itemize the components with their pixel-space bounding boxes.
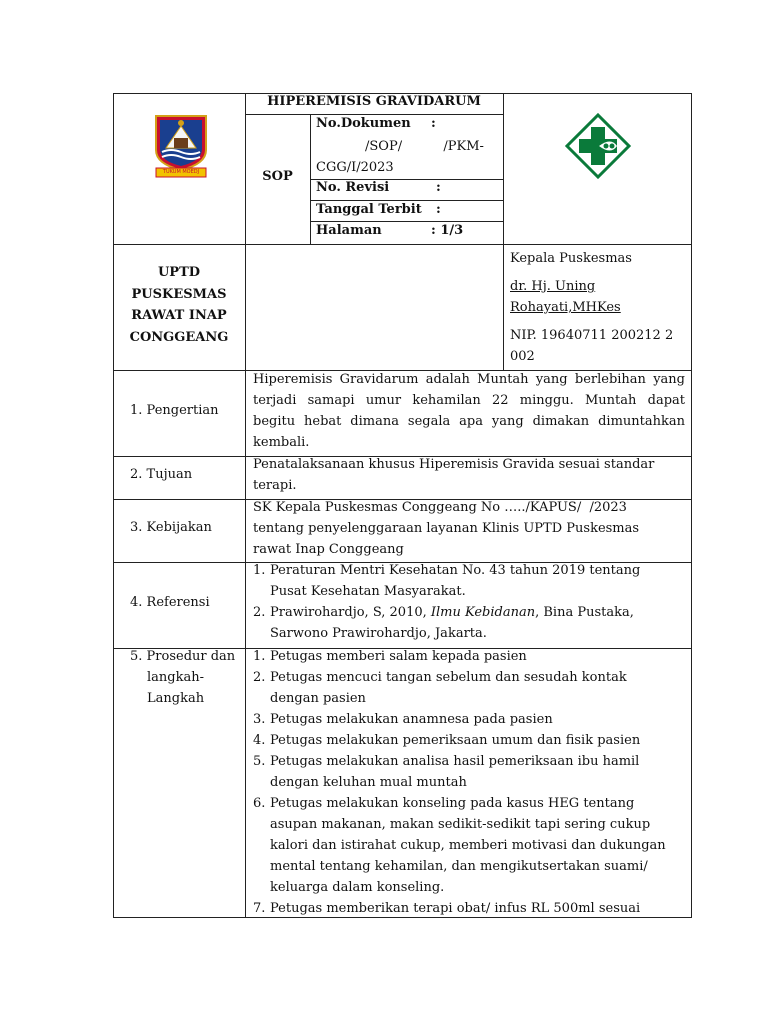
step-number: 4. [253,733,266,748]
org-line: UPTD [157,265,201,280]
reference-item [253,560,685,602]
body-line: Penatalaksanaan khusus Hiperemisis Gravida sesuai standar [253,457,655,472]
sop-label: SOP [262,169,293,184]
step-number: 3. [253,712,266,727]
body-line: begitu hebat dimana segala apa yang dimakan dimuntahkan [253,414,685,429]
reference-text-cont: Sarwono Prawirohardjo, Jakarta. [270,626,487,641]
reference-number: 1. [253,563,266,578]
reference-text-cont: Pusat Kesehatan Masyarakat. [270,584,466,599]
section-body-kebijakan [253,497,685,560]
section-label-referensi: 4. Referensi [130,595,210,610]
halaman-label: Halaman [316,223,382,238]
procedure-step [253,793,685,898]
step-text: mental tentang kehamilan, dan mengikutsertakan suami/ [270,859,648,874]
head-title: Kepala Puskesmas [510,251,632,266]
step-text: Petugas melakukan anamnesa pada pasien [270,712,553,727]
head-nip-cont: 002 [510,349,535,364]
body-line: SK Kepala Puskesmas Conggeang No …../KAPUS/ /2023 [253,500,627,515]
body-line: terjadi samapi umur kehamilan 22 minggu. Muntah dapat [253,393,685,408]
puskesmas-logo [565,113,631,179]
label-line: 5. Prosedur dan [130,649,236,664]
org-line: CONGGEANG [129,329,229,345]
no-dokumen-label: No.Dokumen [316,116,411,131]
no-revisi-colon: : [436,180,441,195]
row-divider [113,244,692,245]
no-dokumen-value-cont: CGG/I/2023 [316,160,394,175]
head-nip: NIP. 19640711 200212 2 [510,328,674,343]
column-divider [503,93,504,370]
reference-publisher: , Bina Pustaka, [535,605,634,620]
step-text: Petugas memberikan terapi obat/ infus RL 500ml sesuai [270,901,641,916]
reference-text: Peraturan Mentri Kesehatan No. 43 tahun 2019 tentang [270,563,641,578]
step-text: dengan keluhan mual muntah [270,775,467,790]
no-dokumen-value: /SOP/ /PKM- [365,139,484,154]
procedure-step [253,709,685,730]
tanggal-terbit-label: Tanggal Terbit [316,202,422,217]
step-number: 2. [253,670,266,685]
reference-text [253,602,685,623]
crest-banner-text: TUKUM MOEDJ [162,169,200,175]
section-label-pengertian: 1. Pengertian [130,403,219,418]
step-number: 7. [253,901,266,916]
label-line: Langkah [147,691,205,706]
step-number: 6. [253,796,266,811]
reference-book-title: Ilmu Kebidanan [430,605,536,620]
step-text: Petugas mencuci tangan sebelum dan sesudah kontak [270,670,627,685]
body-line: kembali. [253,435,310,450]
step-text: Petugas melakukan pemeriksaan umum dan fisik pasien [270,733,641,748]
org-line: RAWAT INAP [131,308,227,323]
section-body-pengertian [253,369,685,453]
step-text: kalori dan istirahat cukup, memberi motivasi dan dukungan [270,838,666,853]
column-divider [245,93,246,918]
tanggal-terbit-colon: : [436,202,441,217]
label-line: langkah- [147,670,204,685]
no-dokumen-colon: : [431,116,436,131]
section-label-tujuan: 2. Tujuan [130,467,193,482]
step-text: Petugas melakukan konseling pada kasus HEG tentang [270,796,635,811]
procedure-step [253,646,685,667]
section-body-tujuan [253,454,685,496]
step-number: 5. [253,754,266,769]
procedure-step [253,667,685,709]
step-text: keluarga dalam konseling. [270,880,445,895]
org-line: PUSKESMAS [131,286,227,302]
procedure-steps [253,646,685,919]
head-name: dr. Hj. Uning [510,279,596,294]
step-text: Petugas memberi salam kepada pasien [270,649,527,664]
reference-number: 2. [253,605,266,620]
step-text: dengan pasien [270,691,366,706]
step-number: 1. [253,649,266,664]
section-body-referensi [253,560,685,644]
organization-name [113,262,245,348]
procedure-step [253,898,685,919]
reference-author: Prawirohardjo, S, 2010, [270,605,431,620]
halaman-value: : 1/3 [431,223,464,238]
section-label-prosedur [130,646,235,709]
step-text: Petugas melakukan analisa hasil pemeriksaan ibu hamil [270,754,640,769]
column-divider [310,114,311,244]
reference-item [253,602,685,644]
procedure-step [253,751,685,793]
step-text: asupan makanan, makan sedikit-sedikit tapi sering cukup [270,817,651,832]
procedure-step [253,730,685,751]
head-name-cont: Rohayati,MHKes [510,300,621,315]
body-line: terapi. [253,478,297,493]
body-line: tentang penyelenggaraan layanan Klinis UPTD Puskesmas [253,521,640,536]
body-line: rawat Inap Conggeang [253,542,404,557]
document-title: HIPEREMISIS GRAVIDARUM [267,94,481,109]
section-label-kebijakan: 3. Kebijakan [130,520,212,535]
no-revisi-label: No. Revisi [316,180,390,195]
body-line: Hiperemisis Gravidarum adalah Muntah yang berlebihan yang [253,372,685,387]
